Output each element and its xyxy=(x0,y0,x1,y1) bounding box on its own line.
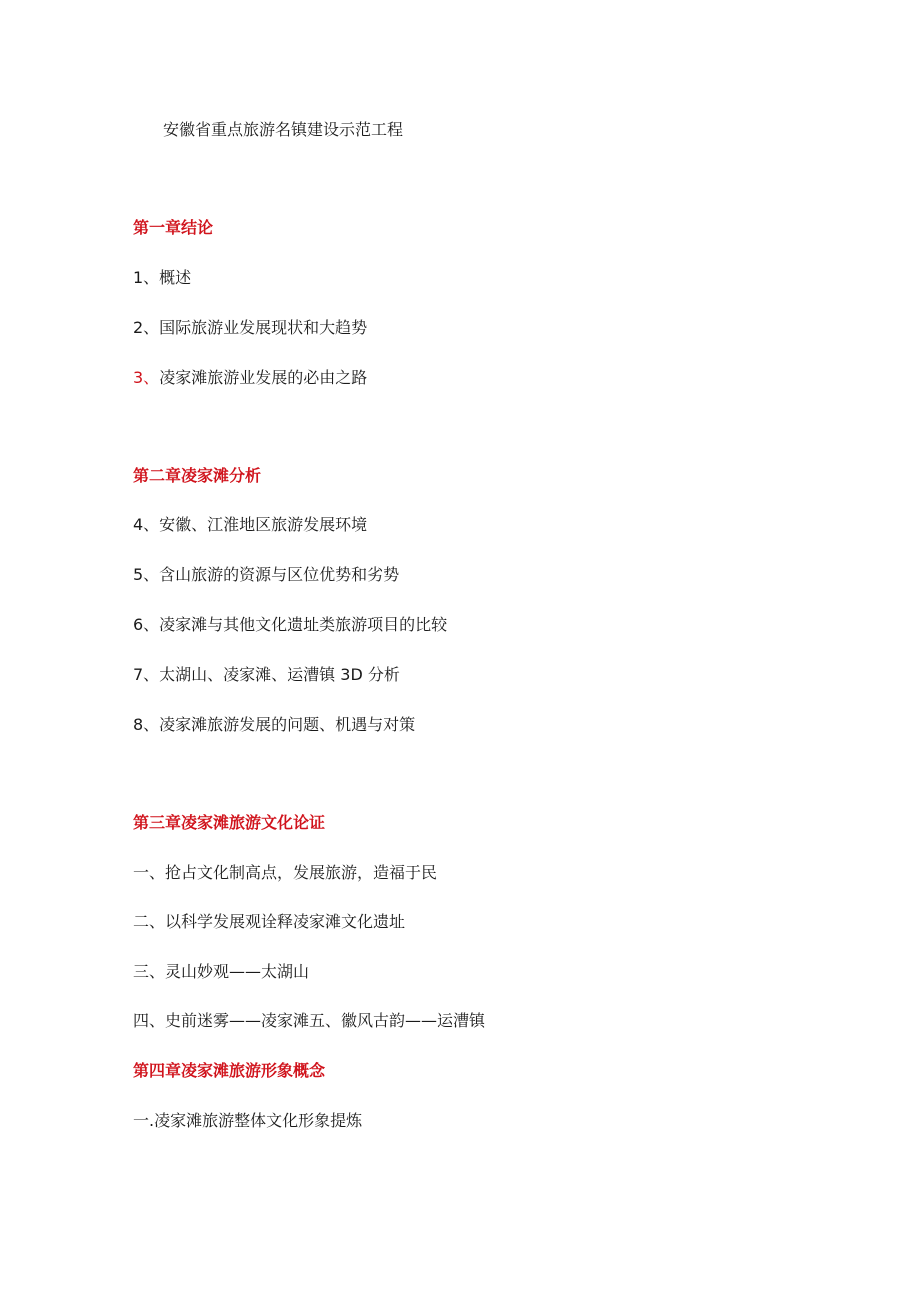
chapter-1-item-3-text: 凌家滩旅游业发展的必由之路 xyxy=(159,368,368,387)
chapter-3-item-2: 二、以科学发展观诠释凌家滩文化遗址 xyxy=(133,912,406,931)
chapter-2-item-5: 8、凌家滩旅游发展的问题、机遇与对策 xyxy=(133,715,416,734)
chapter-3-heading: 第三章凌家滩旅游文化论证 xyxy=(133,813,326,832)
document-title: 安徽省重点旅游名镇建设示范工程 xyxy=(163,120,404,139)
chapter-4-heading: 第四章凌家滩旅游形象概念 xyxy=(133,1061,326,1080)
chapter-4-item-1: 一.凌家滩旅游整体文化形象提炼 xyxy=(133,1111,363,1130)
chapter-1-heading: 第一章结论 xyxy=(133,218,214,237)
chapter-1-item-1: 1、概述 xyxy=(133,268,192,287)
chapter-2-item-4: 7、太湖山、凌家滩、运漕镇 3D 分析 xyxy=(133,665,400,684)
chapter-1-item-3-number: 3、 xyxy=(133,368,160,387)
chapter-3-item-4: 四、史前迷雾——凌家滩五、徽风古韵——运漕镇 xyxy=(133,1011,486,1030)
chapter-2-item-1: 4、安徽、江淮地区旅游发展环境 xyxy=(133,515,368,534)
chapter-2-item-3: 6、凌家滩与其他文化遗址类旅游项目的比较 xyxy=(133,615,448,634)
chapter-2-item-2: 5、含山旅游的资源与区位优势和劣势 xyxy=(133,565,400,584)
chapter-3-item-1: 一、抢占文化制高点，发展旅游，造福于民 xyxy=(133,863,438,882)
chapter-3-item-3: 三、灵山妙观——太湖山 xyxy=(133,962,310,981)
chapter-1-item-3 xyxy=(133,367,367,389)
chapter-2-heading: 第二章凌家滩分析 xyxy=(133,466,262,485)
chapter-1-item-2: 2、国际旅游业发展现状和大趋势 xyxy=(133,318,368,337)
